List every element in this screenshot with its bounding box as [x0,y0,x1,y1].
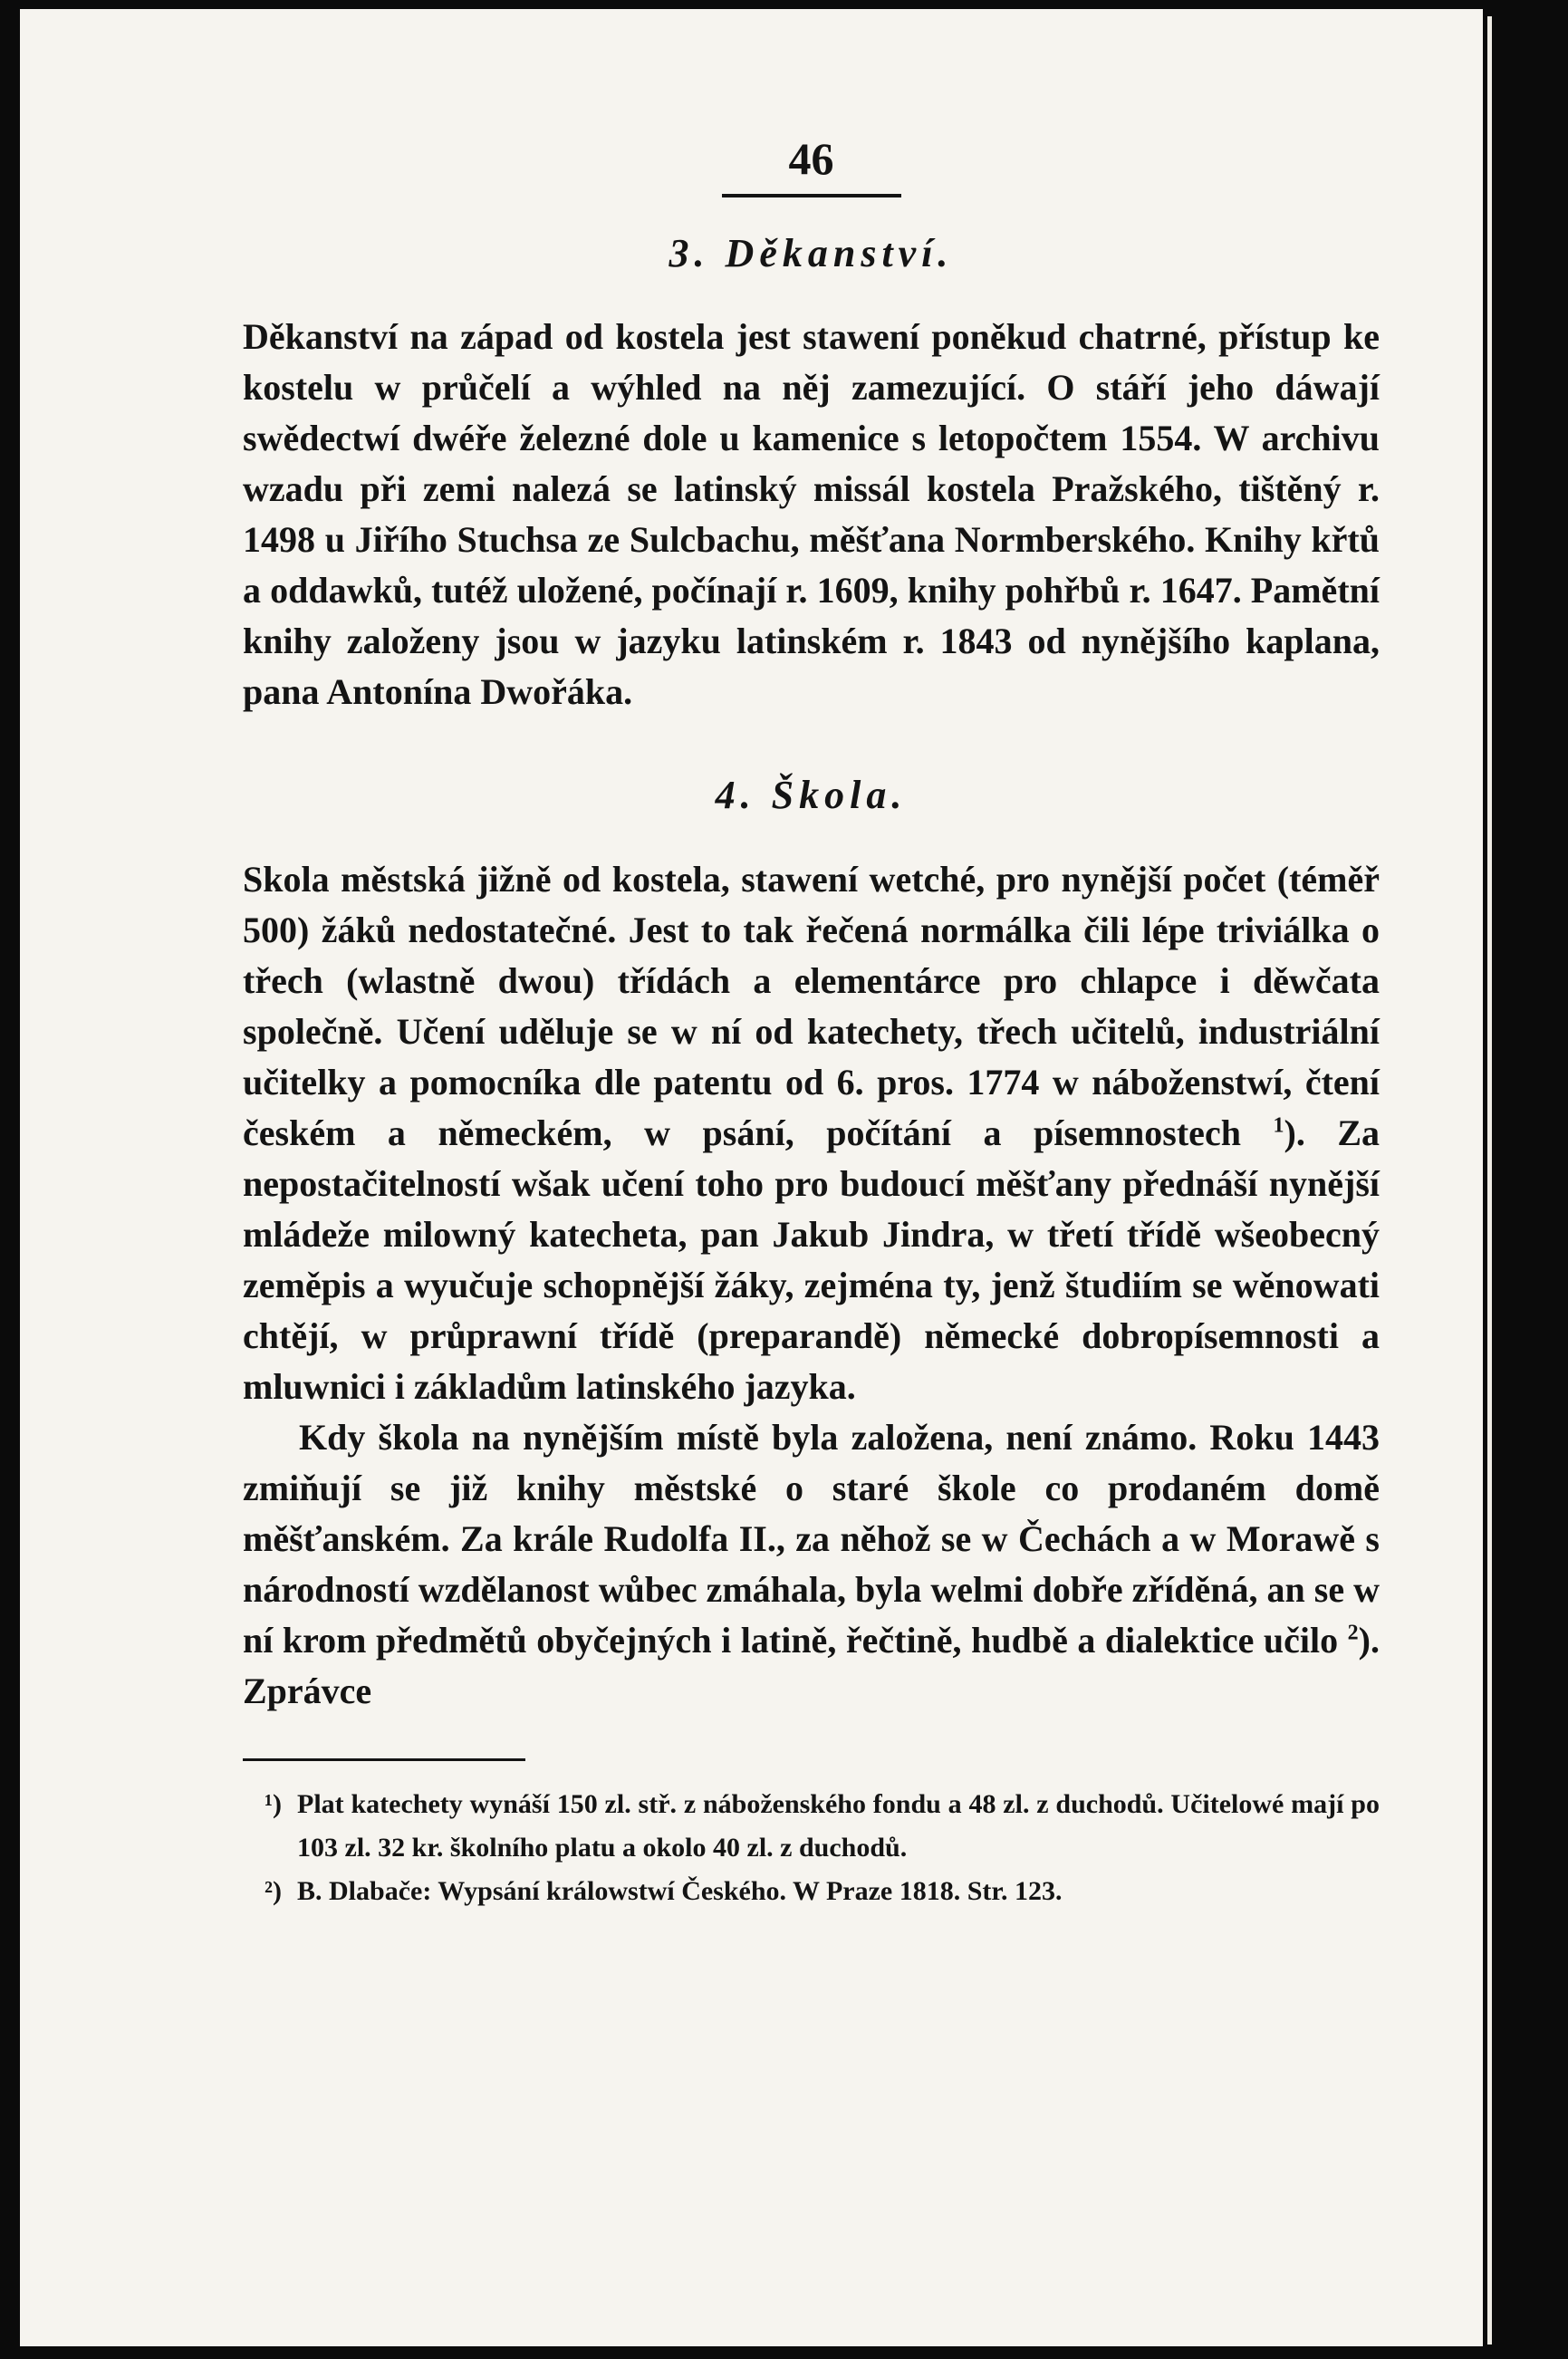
paragraph-skola-2-text-b: . Zprávce [243,1619,1380,1711]
footnote-1 [243,1783,1380,1870]
section-heading-skola: 4. Škola. [715,773,908,818]
footnote-1-marker: ¹) [265,1788,282,1819]
paragraph-dekanstvi: Děkanství na západ od kostela jest stawení poněkud chatrné, přístup ke kostelu w průčelí a wýhled na něj zamezující. O stáří jeho dáwají swědectwí dwéře železné dole u kamenice s letopočtem 1554. W archivu wzadu při zemi nalezá se latinský missál kostela Pražského, tištěný r. 1498 u Jiřího Stuchsa ze Sulcbachu, měšťana Normberského. Knihy křtů a oddawků, tutéž uložené, počínají r. 1609, knihy pohřbů r. 1647. Pamětní knihy založeny jsou w jazyku latinském r. 1843 od nynějšího kaplana, pana Antonína Dwořáka. [243,316,1380,713]
paragraph-skola-1-text-b: . Za nepostačitelností wšak učení toho pro budoucí měšťany přednáší nynější mládeže milowný katecheta, pan Jakub Jindra, w třetí třídě wšeobecný zeměpis a wyučuje schopnější žáky, zejména ty, jenž študiím se wěnowati chtějí, w průprawní třídě (preparandě) německé dobropísemnosti a mluwnici i základům latinského jazyka. [243,1112,1380,1407]
page-edge [1487,16,1492,2345]
footnote-2-text: B. Dlabače: Wypsání králowstwí Českého. W Praze 1818. Str. 123. [297,1875,1063,1906]
footnote-ref-1: 1 [1273,1113,1284,1138]
page-content [243,133,1380,1913]
footnote-ref-2: 2 [1347,1621,1359,1645]
paragraph-skola-2-text-a: Kdy škola na nynějším místě byla založena, není známo. Roku 1443 zmiňují se již knihy městské o staré škole co prodaném domě měšťanském. Za krále Rudolfa II., za něhož se w Čechách a w Morawě s národností wzdělanost wůbec zmáhala, byla welmi dobře zříděná, an se w ní krom předmětů obyčejných i latině, řečtině, hudbě a dialektice učilo [243,1416,1380,1661]
paragraph-skola-2: Kdy škola na nynějším místě byla založena, není známo. Roku 1443 zmiňují se již knihy městské o staré škole co prodaném domě měšťanském. Za krále Rudolfa II., za něhož se w Čechách a w Morawě s národností wzdělanost wůbec zmáhala, byla welmi dobře zříděná, an se w ní krom předmětů obyčejných i latině, řečtině, hudbě a dialektice učilo $^2$). Zprávce [243,1416,1380,1711]
footnote-1-text: Plat katechety wynáší 150 zl. stř. z náboženského fondu a 48 zl. z duchodů. Učitelowé mají po 103 zl. 32 kr. školního platu a okolo 40 zl. z duchodů. [297,1788,1380,1863]
footnote-rule [243,1758,525,1761]
section-heading-dekanstvi: 3. Děkanství. [669,231,954,275]
paragraph-skola-1-text-a: Skola městská jižně od kostela, stawení wetché, pro nynější počet (téměř 500) žáků nedostatečné. Jest to tak řečená normálka čili lépe triviálka o třech (wlastně dwou) třídách a elementárce pro chlapce i děwčata společně. Učení uděluje se w ní od katechety, třech učitelů, industriální učitelky a pomocníka dle patentu od 6. pros. 1774 w náboženstwí, čtení českém a německém, w psání, počítání a písemnostech [243,858,1380,1153]
paragraph-skola-1: Skola městská jižně od kostela, stawení wetché, pro nynější počet (téměř 500) žáků nedostatečné. Jest to tak řečená normálka čili lépe triviálka o třech (wlastně dwou) třídách a elementárce pro chlapce i děwčata společně. Učení uděluje se w ní od katechety, třech učitelů, industriální učitelky a pomocníka dle patentu od 6. pros. 1774 w náboženstwí, čtení českém a německém, w psání, počítání a písemnostech $^1$). Za nepostačitelností wšak učení toho pro budoucí měšťany přednáší nynější mládeže milowný katecheta, pan Jakub Jindra, w třetí třídě wšeobecný zeměpis a wyučuje schopnější žáky, zejména ty, jenž študiím se wěnowati chtějí, w průprawní třídě (preparandě) německé dobropísemnosti a mluwnici i základům latinského jazyka. [243,858,1380,1407]
page-number-rule [722,194,901,197]
footnote-2 [243,1870,1380,1913]
footnote-2-marker: ²) [265,1875,282,1906]
page-number: 46 [788,133,834,184]
